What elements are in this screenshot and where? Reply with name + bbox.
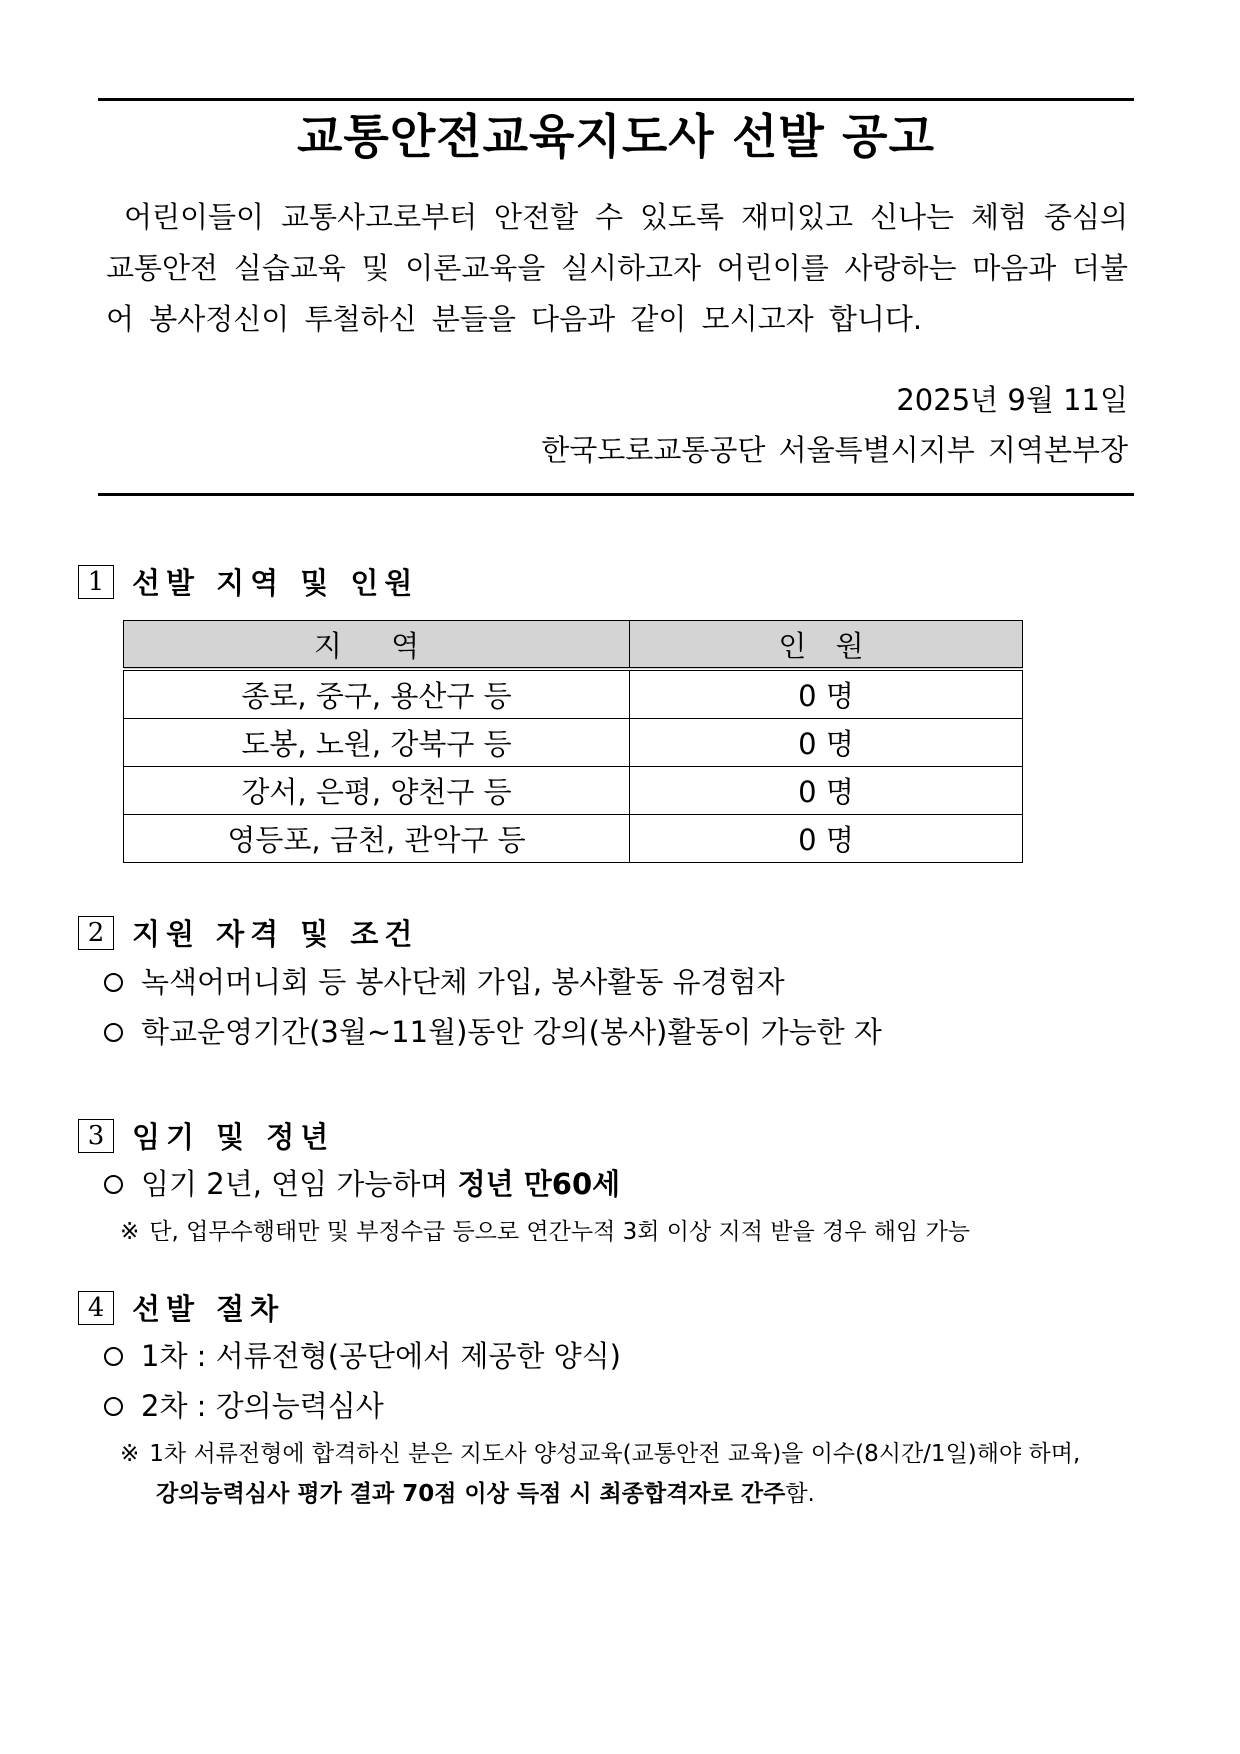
header-region: 지 역	[124, 621, 630, 670]
region-cell: 강서, 은평, 양천구 등	[124, 767, 630, 815]
note-tail: 함.	[785, 1481, 815, 1507]
table-header-row	[124, 621, 1023, 670]
note	[120, 1434, 1080, 1474]
table-row	[124, 815, 1023, 863]
section-2-heading	[78, 912, 418, 953]
list-item	[104, 960, 785, 1004]
section-number: 1	[78, 565, 114, 599]
circle-bullet-icon	[104, 1175, 123, 1194]
section-number: 2	[78, 916, 114, 950]
table-row	[124, 767, 1023, 815]
quota-table	[123, 620, 1023, 863]
announcement-date: 2025년 9월 11일	[896, 383, 1128, 417]
list-item	[104, 1334, 621, 1378]
list-item-text: 학교운영기간(3월~11월)동안 강의(봉사)활동이 가능한 자	[141, 1015, 882, 1049]
section-3-heading	[78, 1115, 334, 1156]
circle-bullet-icon	[104, 973, 123, 992]
count-cell: 0 명	[630, 767, 1023, 815]
region-cell: 도봉, 노원, 강북구 등	[124, 719, 630, 767]
retirement-age: 정년 만60세	[457, 1167, 621, 1201]
section-title: 임기 및 정년	[132, 1120, 335, 1154]
list-item	[104, 1010, 882, 1054]
count-cell: 0 명	[630, 815, 1023, 863]
section-number: 4	[78, 1291, 114, 1325]
count-cell: 0 명	[630, 719, 1023, 767]
circle-bullet-icon	[104, 1347, 123, 1366]
section-1-heading	[78, 561, 418, 602]
reference-mark: ※	[120, 1219, 140, 1245]
list-item	[104, 1384, 384, 1428]
note-continuation	[156, 1474, 815, 1514]
intro-paragraph: 어린이들이 교통사고로부터 안전할 수 있도록 재미있고 신나는 체험 중심의 교통안전 실습교육 및 이론교육을 실시하고자 어린이를 사랑하는 마음과 더불어 봉사정신이 투철하신 분들을 다음과 같이 모시고자 합니다.	[106, 200, 1128, 336]
list-item-text: 1차 : 서류전형(공단에서 제공한 양식)	[141, 1339, 621, 1373]
region-cell: 영등포, 금천, 관악구 등	[124, 815, 630, 863]
note	[120, 1212, 970, 1252]
list-item-text: 2차 : 강의능력심사	[141, 1389, 384, 1423]
bottom-rule	[98, 493, 1134, 496]
issuing-organization: 한국도로교통공단 서울특별시지부 지역본부장	[541, 433, 1128, 467]
reference-mark: ※	[120, 1441, 140, 1467]
section-number: 3	[78, 1119, 114, 1153]
list-item-text: 녹색어머니회 등 봉사단체 가입, 봉사활동 유경험자	[141, 965, 785, 999]
table-row	[124, 719, 1023, 767]
count-cell: 0 명	[630, 669, 1023, 719]
list-item	[104, 1162, 620, 1206]
section-title: 선발 절차	[132, 1292, 285, 1326]
list-item-text	[141, 1162, 620, 1206]
note-text: 1차 서류전형에 합격하신 분은 지도사 양성교육(교통안전 교육)을 이수(8시간/1일)해야 하며,	[149, 1441, 1081, 1467]
circle-bullet-icon	[104, 1397, 123, 1416]
top-rule	[98, 98, 1134, 101]
region-cell: 종로, 중구, 용산구 등	[124, 669, 630, 719]
note-text: 단, 업무수행태만 및 부정수급 등으로 연간누적 3회 이상 지적 받을 경우 해임 가능	[149, 1219, 970, 1245]
section-title: 지원 자격 및 조건	[132, 917, 419, 951]
section-title: 선발 지역 및 인원	[132, 566, 419, 600]
circle-bullet-icon	[104, 1023, 123, 1042]
section-4-heading	[78, 1287, 284, 1328]
note-emphasis: 강의능력심사 평가 결과 70점 이상 득점 시 최종합격자로 간주	[156, 1481, 786, 1507]
table-row	[124, 669, 1023, 719]
term-text: 임기 2년, 연임 가능하며	[141, 1167, 458, 1201]
page-title: 교통안전교육지도사 선발 공고	[297, 110, 935, 165]
header-count: 인 원	[630, 621, 1023, 670]
